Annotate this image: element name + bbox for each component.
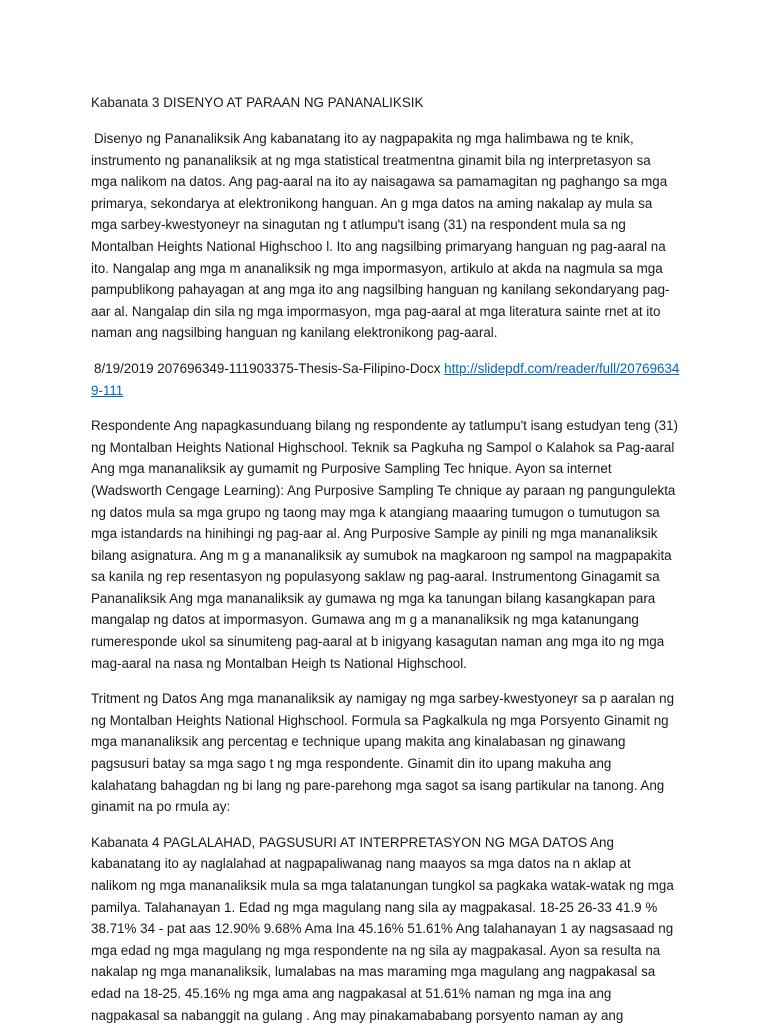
source-prefix: 8/19/2019 207696349-111903375-Thesis-Sa-Filipino-Docx [94,360,441,376]
paragraph-respondente: Respondente Ang napagkasunduang bilang ng respondente ay tatlumpu't isang estudyan teng (31) ng Montalban Heights National Highschool. Teknik sa Pagkuha ng Sampol o Kalahok sa Pag-aaral Ang mga mananaliksik ay gumamit ng Purposive Sampling Tec hnique. Ayon sa internet (Wadsworth Cengage Learning): Ang Purposive Sampling Te chnique ay paraan ng pangungulekta ng datos mula sa mga grupo ng taong may mga k atangiang maaaring tumugon o tumutugon sa mga istandards na hinihingi ng pag-aar al. Ang Purposive Sample ay pinili ng mga mananaliksik bilang asignatura. Ang m g a mananaliksik ay sumubok na magkaroon ng sampol na magpapakita sa kanila ng rep resentasyon ng populasyong saklaw ng pag-aaral. Instrumentong Ginagamit sa Pananaliksik Ang mga mananaliksik ay gumawa ng mga ka tanungan bilang kasangkapan para mangalap ng datos at impormasyon. Gumawa ang m g a mananaliksik ng mga katanungang rumeresponde ukol sa sinumiteng pag-aaral at b inigyang kasagutan naman ang mga ito ng mga mag-aaral na nasa ng Montalban Heigh ts National Highschool. [91,418,678,671]
document-title: Kabanata 3 DISENYO AT PARAAN NG PANANALIKSIK [91,95,424,110]
paragraph-disenyo: Disenyo ng Pananaliksik Ang kabanatang ito ay nagpapakita ng mga halimbawa ng te knik, instrumento ng pananaliksik at ng mga statistical treatmentna ginamit bila ng interpretasyon sa mga nalikom na datos. Ang pag-aaral na ito ay naisagawa sa pamamagitan ng paghango sa mga primarya, sekondarya at elektronikong hanguan. An g mga datos na aming nakalap ay mula sa mga sarbey-kwestyoneyr na sinagutan ng t atlumpu't isang (31) na respondent mula sa ng Montalban Heights National Highschoo l. Ito ang nagsilbing primaryang hanguan ng pag-aaral na ito. Nangalap ang mga m ananaliksik ng mga impormasyon, artikulo at akda na nagmula sa mga pampublikong pahayagan at ang mga ito ang nagsilbing hanguan ng kanilang sekondaryang pag-aar al. Nangalap din sila ng mga impormasyon, mga pag-aaral at mga literatura sainte rnet at ito naman ang nagsilbing hanguan ng kanilang elektronikong pag-aaral. [91,131,670,341]
source-line [91,358,680,401]
source-link[interactable]: http://slidepdf.com/reader/full/207696349-111 [91,360,680,398]
paragraph-tritment: Tritment ng Datos Ang mga mananaliksik ay namigay ng mga sarbey-kwestyoneyr sa p aaralan ng ng Montalban Heights National Highschool. Formula sa Pagkalkula ng mga Porsyento Ginamit ng mga mananaliksik ang percentag e technique upang makita ang kinalabasan ng ginawang pagsusuri batay sa mga sago t ng mga respondente. Ginamit din ito upang makuha ang kalahatang bahagdan ng bi lang ng pare-parehong mga sagot sa isang partikular na tanong. Ang ginamit na po rmula ay: [91,691,675,815]
paragraph-kabanata-4: Kabanata 4 PAGLALAHAD, PAGSUSURI AT INTERPRETASYON NG MGA DATOS Ang kabanatang ito ay naglalahad at nagpapaliwanag nang maayos sa mga datos na n aklap at nalikom ng mga mananaliksik mula sa mga talatanungan tungkol sa pagkaka watak-watak ng mga pamilya. Talahanayan 1. Edad ng mga magulang nang sila ay magpakasal. 18-25 26-33 41.9 % 38.71% 34 - pat aas 12.90% 9.68% Ama Ina 45.16% 51.61% Ang talahanayan 1 ay nagsasaad ng mga edad ng mga magulang ng mga respondente na ng sila ay magpakasal. Ayon sa resulta na nakalap ng mga mananaliksik, lumalabas na mas maraming mga magulang ang nagpakasal sa edad na 18-25. 45.16% ng mga ama ang nagpakasal at 51.61% naman ng mga ina ang nagpakasal sa nabanggit na gulang . Ang may pinakamababang porsyento naman ay ang [91,834,674,1023]
